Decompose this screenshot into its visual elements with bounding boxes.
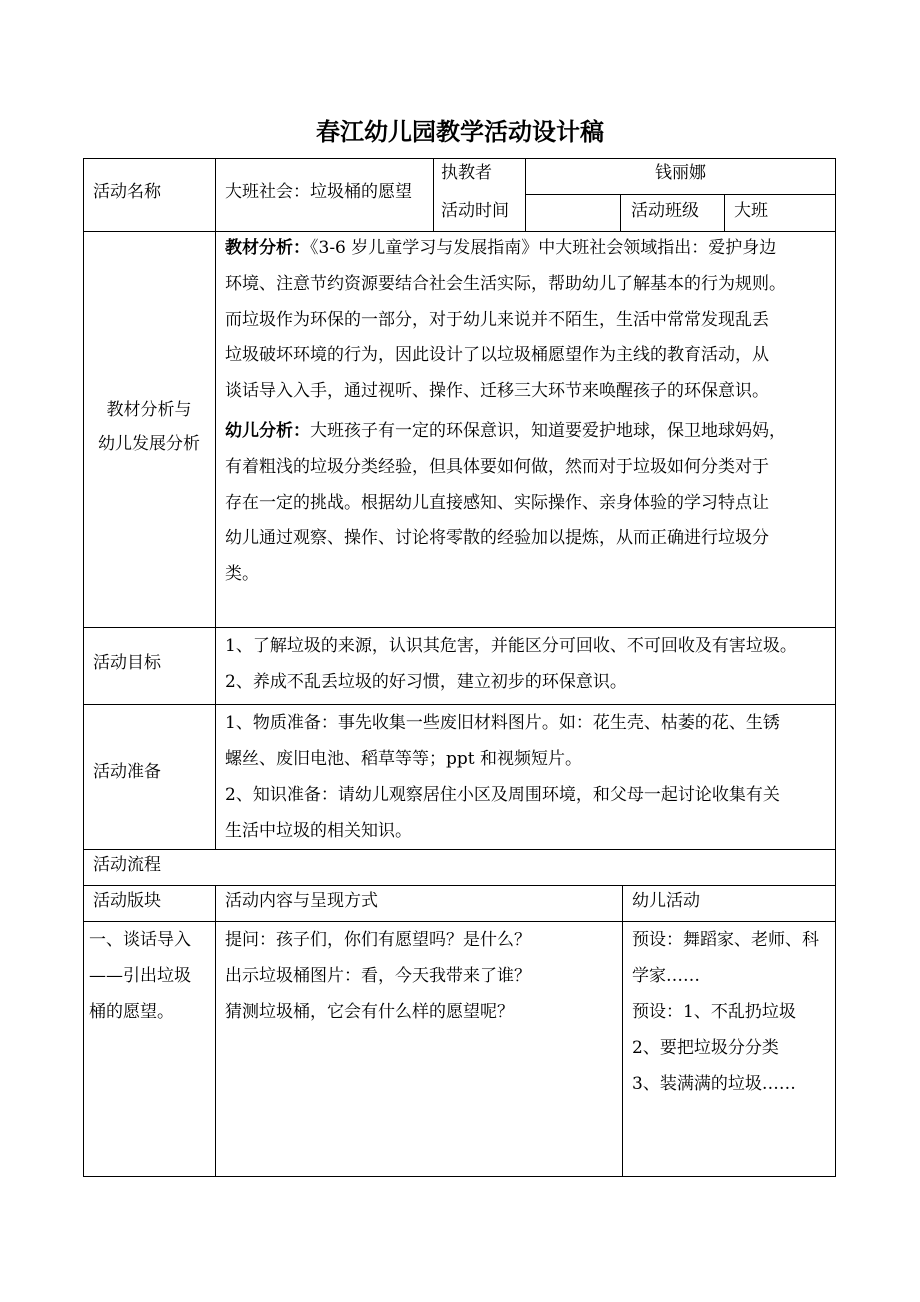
teacher-value: 钱丽娜 xyxy=(655,163,706,183)
content-cell xyxy=(225,922,531,1030)
goal-item: 1、了解垃圾的来源，认识其危害，并能区分可回收、不可回收及有害垃圾。 xyxy=(225,636,797,656)
goals-list xyxy=(225,628,797,700)
column-header-block: 活动版块 xyxy=(93,891,161,911)
material-line: 而垃圾作为环保的一部分，对于幼儿来说并不陌生，生活中常常发现乱丢 xyxy=(225,309,769,330)
child-activity-line: 3、装满满的垃圾…… xyxy=(632,1074,796,1094)
activity-class-label: 活动班级 xyxy=(631,201,699,221)
preparation-line: 螺丝、废旧电池、稻草等等；ppt 和视频短片。 xyxy=(225,749,582,769)
block-line: 一、谈话导入 xyxy=(89,930,191,950)
material-line: 环境、注意节约资源要结合社会生活实际，帮助幼儿了解基本的行为规则。 xyxy=(225,273,786,294)
page-title: 春江幼儿园教学活动设计稿 xyxy=(316,118,604,146)
child-line: 大班孩子有一定的环保意识，知道要爱护地球，保卫地球妈妈， xyxy=(310,421,786,441)
child-analysis-heading: 幼儿分析： xyxy=(225,421,310,441)
preparation-list xyxy=(225,705,780,849)
preparation-label: 活动准备 xyxy=(93,762,161,782)
preparation-line: 1、物质准备：事先收集一些废旧材料图片。如：花生壳、枯萎的花、生锈 xyxy=(225,713,780,733)
child-line: 幼儿通过观察、操作、讨论将零散的经验加以提炼，从而正确进行垃圾分 xyxy=(225,528,769,549)
block-line: 桶的愿望。 xyxy=(89,1002,174,1022)
material-analysis xyxy=(225,231,835,410)
analysis-label-line2: 幼儿发展分析 xyxy=(98,434,200,454)
preparation-line: 2、知识准备：请幼儿观察居住小区及周围环境，和父母一起讨论收集有关 xyxy=(225,785,780,805)
analysis-label-line1: 教材分析与 xyxy=(106,400,192,420)
content-line: 猜测垃圾桶，它会有什么样的愿望呢？ xyxy=(225,1002,514,1022)
child-activity-cell xyxy=(632,922,819,1102)
child-activity-line: 预设：1、不乱扔垃圾 xyxy=(632,1002,796,1022)
activity-name-label: 活动名称 xyxy=(93,182,161,202)
block-cell xyxy=(89,922,191,1030)
child-activity-line: 预设：舞蹈家、老师、科 xyxy=(632,930,819,950)
content-line: 提问：孩子们，你们有愿望吗？是什么？ xyxy=(225,930,531,950)
block-line: ——引出垃圾 xyxy=(89,966,191,986)
material-line: 谈话导入入手，通过视听、操作、迁移三大环节来唤醒孩子的环保意识。 xyxy=(225,381,769,402)
material-line: 《3-6 岁儿童学习与发展指南》中大班社会领域指出：爱护身边 xyxy=(310,238,777,258)
column-header-child: 幼儿活动 xyxy=(632,891,700,911)
goals-label: 活动目标 xyxy=(93,653,161,673)
child-activity-line: 2、要把垃圾分分类 xyxy=(632,1038,779,1058)
content-line: 出示垃圾桶图片：看，今天我带来了谁？ xyxy=(225,966,531,986)
child-line: 存在一定的挑战。根据幼儿直接感知、实际操作、亲身体验的学习特点让 xyxy=(225,492,769,513)
child-analysis xyxy=(225,414,835,593)
activity-name-value: 大班社会：垃圾桶的愿望 xyxy=(225,182,412,202)
column-header-content: 活动内容与呈现方式 xyxy=(225,891,378,911)
activity-class-value: 大班 xyxy=(734,201,768,221)
child-line: 类。 xyxy=(225,564,259,585)
material-analysis-heading: 教材分析： xyxy=(225,238,310,258)
teacher-label: 执教者 xyxy=(441,163,492,183)
goal-item: 2、养成不乱丢垃圾的好习惯，建立初步的环保意识。 xyxy=(225,672,627,692)
child-line: 有着粗浅的垃圾分类经验，但具体要如何做，然而对于垃圾如何分类对于 xyxy=(225,456,769,477)
child-activity-line: 学家…… xyxy=(632,966,700,986)
material-line: 垃圾破坏环境的行为，因此设计了以垃圾桶愿望作为主线的教育活动，从 xyxy=(225,345,769,366)
process-label: 活动流程 xyxy=(93,855,161,875)
activity-time-label: 活动时间 xyxy=(441,201,509,221)
preparation-line: 生活中垃圾的相关知识。 xyxy=(225,821,412,841)
